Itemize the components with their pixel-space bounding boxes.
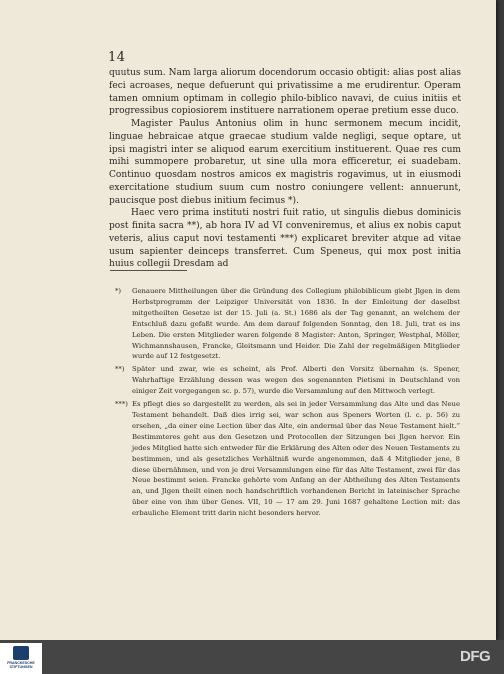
- footnotes-block: [115, 286, 460, 521]
- footnote: [115, 364, 460, 397]
- footnote: [115, 399, 460, 519]
- footnote-marker: **): [115, 365, 125, 374]
- institution-logo-icon: [13, 646, 29, 660]
- footnote-text: Genauere Mittheilungen über die Gründung des Collegium philobiblicum giebt Jlgen in dem Herbstprogramm der Leipziger Universität von 1836. In der Einleitung der daselbst mitgetheilten Gesetze ist der 15. Juli (a. St.) 1686 als der Tag genannt, an welchem der Entschluß dazu gefaßt wurde. Am dem darauf folgenden Sonntag, den 18. Juli, trat es ins Leben. Die ersten Mitglieder waren folgende 8 Magister: Anton, Springer, Westphal, Möller, Wichmannshausen, Francke, Gleitsmann und Heider. Die Zahl der regelmäßigen Mitglieder wurde auf 12 festgesetzt.: [132, 287, 460, 361]
- footnote-marker: *): [115, 287, 122, 295]
- dfg-logo: DFG: [460, 648, 491, 665]
- main-text-body: [109, 67, 461, 271]
- logo-caption: FRANCKESCHE STIFTUNGEN: [7, 661, 35, 669]
- franckesche-stiftungen-logo: [0, 643, 42, 674]
- footnote-text: Später und zwar, wie es scheint, als Prof. Alberti den Vorsitz übernahm (s. Spener, Wahrhaftige Erzählung dessen was wegen des sogenannten Pietismi in Deutschland von einiger Zeit vorgegangen sc. p. 57), wurde die Versammlung auf den Mittwoch verlegt.: [132, 365, 460, 396]
- paragraph: Haec vero prima instituti nostri fuit ratio, ut singulis diebus dominicis post finita sacra **), ab hora IV ad VI conveniremus, et alius ex nobis caput veteris, alius caput novi testamenti ***) explicaret breviter atque ad vitae usum sapienter deinceps transferret. Cum Speneus, qui mox post initia huius collegii Dresdam ad: [109, 208, 461, 270]
- footnote-separator: [110, 270, 187, 271]
- footnote-text: Es pflegt dies so dargestellt zu werden, als sei in jeder Versammlung das Alte und das Neue Testament behandelt. Daß dies irrig sei, war schon aus Speners Worten (l. c. p. 56) zu ersehen, „da einer eine Lection über das Alte, ein andermal über das Neue Testament hielt.“ Bestimmteres geht aus den Gesetzen und Protocollen der Sitzungen bei Jlgen hervor. Ein jedes Mitglied hatte sich entweder für die Erklärung des Alten oder des Neuen Testaments zu bestimmen, und als gesetzliches Verhältniß wurde angenommen, daß 4 Mitglieder jene, 8 diese übernähmen, und von je drei Versammlungen eine für das Alte Testament, zwei für das Neue bestimmt seien. Francke gehörte vom Anfang an der Abtheilung des Alten Testaments an, und Jlgen theilt einen noch handschriftlich vorhandenen Bericht in lateinischer Sprache über eine von ihm über Genes. VII, 10 — 17 am 29. Juni 1687 gehaltene Lection mit: das erbauliche Element tritt darin nicht besonders hervor.: [132, 400, 460, 518]
- viewer-footer-bar: [0, 640, 504, 674]
- footnote: [115, 286, 460, 362]
- page-number: 14: [108, 50, 126, 65]
- paragraph: quutus sum. Nam larga aliorum docendorum occasio obtigit: alias post alias feci acroases, neque defuerunt qui privatissime a me erudirentur. Operam tamen omnium optimam in collegio philo-biblico navavi, de cuius initiis et progressibus copiosiorem instituere narrationem operae pretium esse duco.: [109, 68, 461, 117]
- footnote-marker: ***): [115, 400, 128, 409]
- paragraph: Magister Paulus Antonius olim in hunc sermonem mecum incidit, linguae hebraicae atque graecae studium valde negligi, seque optare, ut ipsi magistri inter se aliquod earum exercitium instituerent. Quae res cum mihi summopere probaretur, ut sine ulla mora efficeretur, ei suadebam. Continuo quosdam nostros amicos ex magistris rogavimus, ut in eiusmodi exercitatione studium suum cum nostro coniungere vellent: annuerunt, paucisque post diebus initium fecimus *).: [109, 119, 461, 206]
